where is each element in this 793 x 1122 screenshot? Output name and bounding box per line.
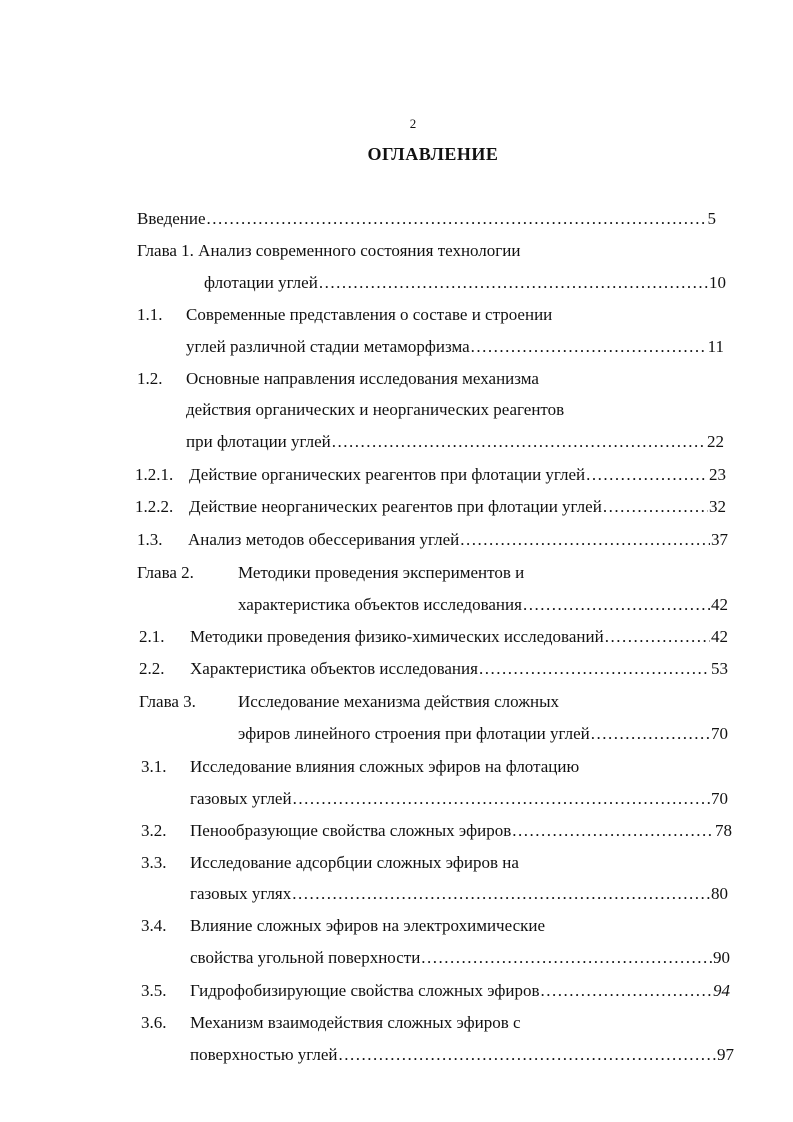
dot-leader [421, 946, 712, 970]
toc-entry-text: Анализ методов обессеривания углей [188, 530, 460, 549]
toc-chapter-3-line2[interactable] [238, 722, 728, 746]
toc-section-3-2[interactable] [190, 819, 732, 843]
toc-entry-text: Глава 1. Анализ современного состояния технологии [137, 241, 521, 260]
toc-entry-text: Действие неорганических реагентов при флотации углей [189, 497, 602, 516]
dot-leader [293, 787, 710, 811]
dot-leader [586, 463, 708, 487]
toc-section-number: 2.1. [139, 627, 165, 646]
toc-section-1-3[interactable] [188, 528, 728, 552]
toc-entry-text: флотации углей [204, 273, 318, 292]
toc-section-number: 1.2.1. [135, 465, 174, 484]
toc-section-3-3-line2[interactable] [190, 882, 728, 906]
toc-section-number: 3.4. [141, 916, 167, 935]
toc-section-3-1-line2[interactable] [190, 787, 728, 811]
toc-entry-intro[interactable] [137, 207, 716, 231]
dot-leader [332, 430, 706, 454]
toc-section-1-2-line3[interactable] [186, 430, 724, 454]
toc-section-number: 1.1. [137, 305, 163, 324]
toc-page: 11 [707, 337, 724, 356]
dot-leader [591, 722, 710, 746]
dot-leader [541, 979, 712, 1003]
toc-section-2-1[interactable] [190, 625, 728, 649]
toc-page: 80 [711, 884, 728, 903]
toc-entry-text: Методики проведения физико-химических исследований [190, 627, 604, 646]
toc-page: 23 [709, 465, 726, 484]
toc-chapter-3-line1[interactable] [238, 690, 559, 714]
toc-entry-text: газовых углях [190, 884, 292, 903]
toc-page: 90 [713, 948, 730, 967]
toc-section-3-4-line1[interactable] [190, 914, 545, 938]
toc-section-3-1-line1[interactable] [190, 755, 579, 779]
toc-page: 5 [707, 209, 716, 228]
toc-section-3-6-line2[interactable] [190, 1043, 734, 1067]
toc-section-number: 3.3. [141, 853, 167, 872]
toc-section-3-4-line2[interactable] [190, 946, 730, 970]
toc-section-1-1-line1[interactable] [186, 303, 552, 327]
toc-page: 70 [711, 789, 728, 808]
toc-entry-text: Гидрофобизирующие свойства сложных эфиров [190, 981, 540, 1000]
toc-page: 42 [711, 595, 728, 614]
dot-leader [603, 495, 708, 519]
dot-leader [339, 1043, 716, 1067]
toc-entry-text: характеристика объектов исследования [238, 595, 522, 614]
toc-section-1-2-line2[interactable] [186, 398, 564, 422]
toc-entry-text: свойства угольной поверхности [190, 948, 421, 967]
toc-page: 70 [711, 724, 728, 743]
toc-chapter-number: Глава 3. [139, 692, 196, 711]
toc-chapter-1-line1[interactable] [137, 239, 520, 263]
toc-entry-text: Влияние сложных эфиров на электрохимические [190, 916, 546, 935]
dot-leader [460, 528, 710, 552]
toc-section-1-2-line1[interactable] [186, 367, 539, 391]
toc-chapter-number: Глава 2. [137, 563, 194, 582]
toc-page: 94 [713, 981, 730, 1000]
toc-entry-text: углей различной стадии метаморфизма [186, 337, 470, 356]
toc-section-number: 3.1. [141, 757, 167, 776]
toc-section-1-1-line2[interactable] [186, 335, 724, 359]
dot-leader [471, 335, 707, 359]
toc-entry-text: Современные представления о составе и строении [186, 305, 553, 324]
toc-section-number: 3.5. [141, 981, 167, 1000]
toc-entry-text: газовых углей [190, 789, 292, 808]
dot-leader [319, 271, 708, 295]
toc-page: 10 [709, 273, 726, 292]
toc-entry-text: поверхностью углей [190, 1045, 338, 1064]
toc-page: 97 [717, 1045, 734, 1064]
toc-entry-text: Действие органических реагентов при флотации углей [189, 465, 586, 484]
toc-entry-text: Исследование адсорбции сложных эфиров на [190, 853, 519, 872]
toc-section-3-5[interactable] [190, 979, 730, 1003]
toc-section-number: 1.2. [137, 369, 163, 388]
toc-chapter-2-line2[interactable] [238, 593, 728, 617]
toc-section-3-3-line1[interactable] [190, 851, 519, 875]
toc-entry-text: Исследование влияния сложных эфиров на флотацию [190, 757, 580, 776]
toc-section-number: 3.2. [141, 821, 167, 840]
toc-page: 53 [711, 659, 728, 678]
toc-section-1-2-2[interactable] [189, 495, 726, 519]
toc-page: 37 [711, 530, 728, 549]
toc-page: 32 [709, 497, 726, 516]
dot-leader [512, 819, 714, 843]
dot-leader [605, 625, 710, 649]
toc-entry-text: Исследование механизма действия сложных [238, 692, 559, 711]
toc-section-number: 3.6. [141, 1013, 167, 1032]
page-number: 2 [409, 116, 417, 131]
toc-chapter-2-line1[interactable] [238, 561, 524, 585]
toc-page: 22 [707, 432, 724, 451]
dot-leader [207, 207, 707, 231]
dot-leader [523, 593, 710, 617]
page-title: ОГЛАВЛЕНИЕ [367, 144, 499, 164]
toc-entry-text: Характеристика объектов исследования [190, 659, 478, 678]
toc-entry-text: Пенообразующие свойства сложных эфиров [190, 821, 512, 840]
toc-page: 78 [715, 821, 732, 840]
toc-entry-text: Методики проведения экспериментов и [238, 563, 525, 582]
toc-chapter-1-line2[interactable] [204, 271, 726, 295]
dot-leader [292, 882, 710, 906]
toc-entry-text: Введение [137, 209, 206, 228]
toc-entry-text: Механизм взаимодействия сложных эфиров с [190, 1013, 521, 1032]
toc-section-2-2[interactable] [190, 657, 728, 681]
toc-entry-text: при флотации углей [186, 432, 331, 451]
toc-entry-text: действия органических и неорганических реагентов [186, 400, 565, 419]
toc-section-number: 1.2.2. [135, 497, 174, 516]
toc-section-3-6-line1[interactable] [190, 1011, 521, 1035]
toc-section-1-2-1[interactable] [189, 463, 726, 487]
toc-entry-text: эфиров линейного строения при флотации углей [238, 724, 590, 743]
toc-section-number: 2.2. [139, 659, 165, 678]
dot-leader [479, 657, 710, 681]
toc-page: 42 [711, 627, 728, 646]
toc-section-number: 1.3. [137, 530, 163, 549]
toc-entry-text: Основные направления исследования механизма [186, 369, 539, 388]
